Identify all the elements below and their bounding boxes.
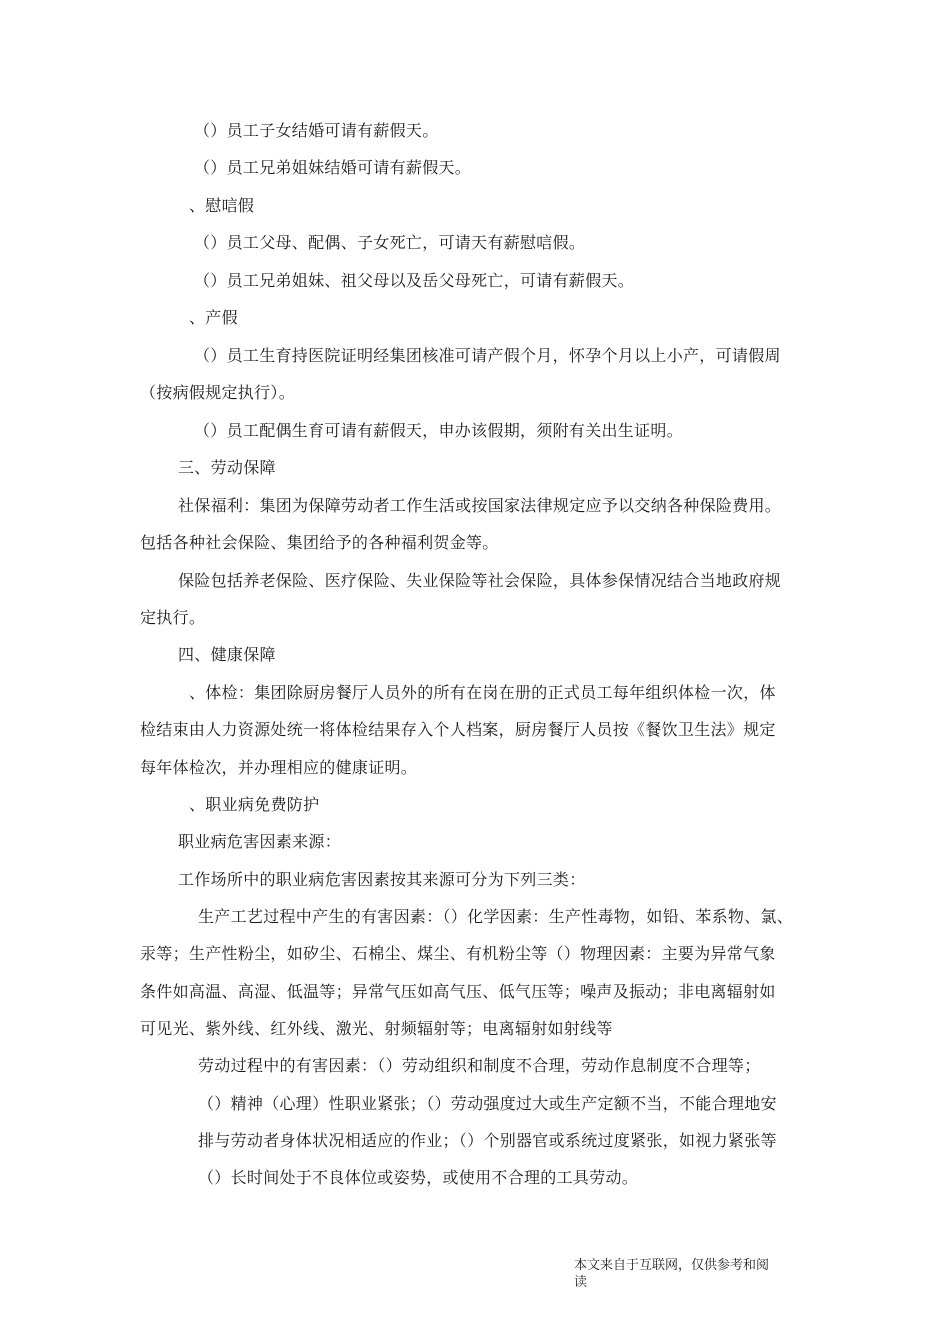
text-line: （）精神（心理）性职业紧张；（）劳动强度过大或生产定额不当，不能合理地安 [198,1094,777,1113]
text-line: 劳动过程中的有害因素：（）劳动组织和制度不合理，劳动作息制度不合理等； [198,1056,761,1075]
section-heading: 四、健康保障 [178,645,276,664]
text-line: （）员工兄弟姐妹、祖父母以及岳父母死亡，可请有薪假天。 [194,271,635,290]
text-line: （按病假规定执行）。 [140,383,296,402]
footer-note [574,1257,814,1291]
text-line: （）员工父母、配偶、子女死亡，可请天有薪慰唁假。 [194,233,586,252]
section-heading: 、慰唁假 [189,196,255,215]
section-heading: 三、劳动保障 [178,458,276,477]
text-line: 定执行。 [140,608,206,627]
text-line: 、体检：集团除厨房餐厅人员外的所有在岗在册的正式员工每年组织体检一次，体 [189,683,776,702]
footer-line: 本文来自于互联网，仅供参考和阅 [574,1258,770,1273]
text-line: 检结束由人力资源处统一将体检结果存入个人档案，厨房餐厅人员按《餐饮卫生法》规定 [140,720,776,739]
text-line: 排与劳动者身体状况相适应的作业；（）个别器官或系统过度紧张，如视力紧张等 [198,1131,777,1150]
text-line: 社保福利：集团为保障劳动者工作生活或按国家法律规定应予以交纳各种保险费用。 [178,496,782,515]
text-line: 工作场所中的职业病危害因素按其来源可分为下列三类： [178,870,586,889]
text-line: 生产工艺过程中产生的有害因素：（）化学因素：生产性毒物，如铅、苯系物、氯、 [198,907,794,926]
text-line: （）员工生育持医院证明经集团核准可请产假个月，怀孕个月以上小产，可请假周 [194,346,781,365]
text-line: 包括各种社会保险、集团给予的各种福利贺金等。 [140,533,499,552]
text-line: 每年体检次，并办理相应的健康证明。 [140,758,418,777]
text-line: （）员工配偶生育可请有薪假天，申办该假期，须附有关出生证明。 [194,421,684,440]
text-line: （）员工子女结婚可请有薪假天。 [194,121,439,140]
section-heading: 、产假 [189,308,238,327]
text-line: 汞等；生产性粉尘，如矽尘、石棉尘、煤尘、有机粉尘等（）物理因素：主要为异常气象 [140,944,776,963]
text-line: （）员工兄弟姐妹结婚可请有薪假天。 [194,158,472,177]
section-heading: 、职业病免费防护 [189,795,320,814]
text-line: 保险包括养老保险、医疗保险、失业保险等社会保险，具体参保情况结合当地政府规 [178,571,782,590]
text-line: 条件如高温、高湿、低温等；异常气压如高气压、低气压等；噪声及振动；非电离辐射如 [140,982,776,1001]
text-line: 职业病危害因素来源： [178,832,342,851]
text-line: 可见光、紫外线、红外线、激光、射频辐射等；电离辐射如射线等 [140,1019,613,1038]
footer-line: 读 [574,1275,588,1290]
text-line: （）长时间处于不良体位或姿势，或使用不合理的工具劳动。 [198,1168,639,1187]
